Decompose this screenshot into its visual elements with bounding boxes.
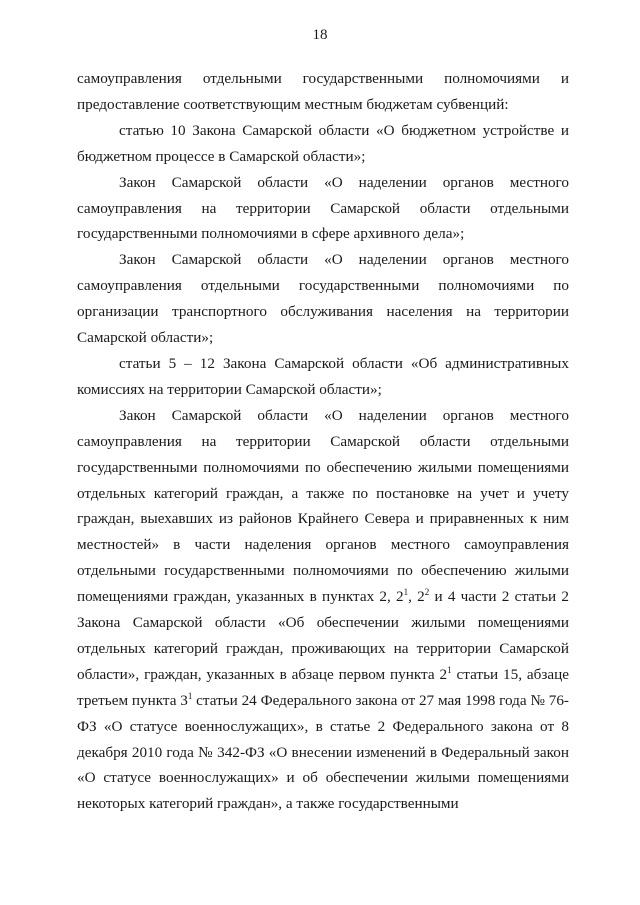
superscript: 2 (424, 587, 430, 598)
paragraph-commissions-law (77, 351, 569, 403)
paragraph-text: статьи 24 Федерального закона от 27 мая 1998 года № 76-ФЗ «О статусе военнослужащих», в статье 2 Федерального закона от 8 декабря 2010 года № 342-ФЗ «О внесении изменений в Федеральный закон «О статусе военнослужащих» и об обеспечении жилыми помещениями некоторых категорий граждан», а также государственными (77, 691, 569, 813)
paragraph-text: Закон Самарской области «О наделении органов местного самоуправления отдельными государственными полномочиями по организации транспортного обслуживания населения на территории Самарской области»; (77, 251, 569, 347)
page-number: 18 (312, 27, 328, 43)
paragraph-text: статью 10 Закона Самарской области «О бюджетном устройстве и бюджетном процессе в Самарской области»; (77, 121, 569, 165)
paragraph-budget-law (77, 118, 569, 170)
paragraph-archive-law (77, 170, 569, 248)
paragraph-text: , 2 (408, 588, 425, 606)
paragraph-text: самоуправления отдельными государственными полномочиями и предоставление соответствующим местным бюджетам субвенций: (77, 70, 569, 113)
document-body (77, 66, 569, 817)
superscript: 1 (187, 690, 193, 701)
paragraph-continuation (77, 66, 569, 118)
paragraph-text: и 4 части 2 статьи 2 Закона Самарской области «Об обеспечении жилыми помещениями отдельных категорий граждан, проживающих на территории Самарской области», граждан, указанных в абзаце первом пункта 2 (77, 588, 569, 683)
paragraph-text: статьи 5 – 12 Закона Самарской области «Об административных комиссиях на территории Самарской области»; (77, 354, 569, 398)
superscript: 1 (447, 664, 452, 675)
paragraph-text: статьи 15, абзаце третьем пункта 3 (77, 665, 569, 709)
paragraph-text: Закон Самарской области «О наделении органов местного самоуправления на территории Самарской области отдельными государственными полномочиями в сфере архивного дела»; (77, 173, 569, 243)
paragraph-housing-law (77, 403, 569, 818)
paragraph-transport-law (77, 247, 569, 351)
paragraph-text: Закон Самарской области «О наделении органов местного самоуправления на территории Самарской области отдельными государственными полномочиями по обеспечению жилыми помещениями отдельных категорий граждан, а также по постановке на учет и учету граждан, выехавших из районов Крайнего Севера и приравненных к ним местностей» в части наделения органов местного самоуправления отдельными государственными полномочиями по обеспечению жилыми помещениями граждан, указанных в пунктах 2, 2 (77, 406, 569, 606)
superscript: 1 (403, 587, 409, 598)
